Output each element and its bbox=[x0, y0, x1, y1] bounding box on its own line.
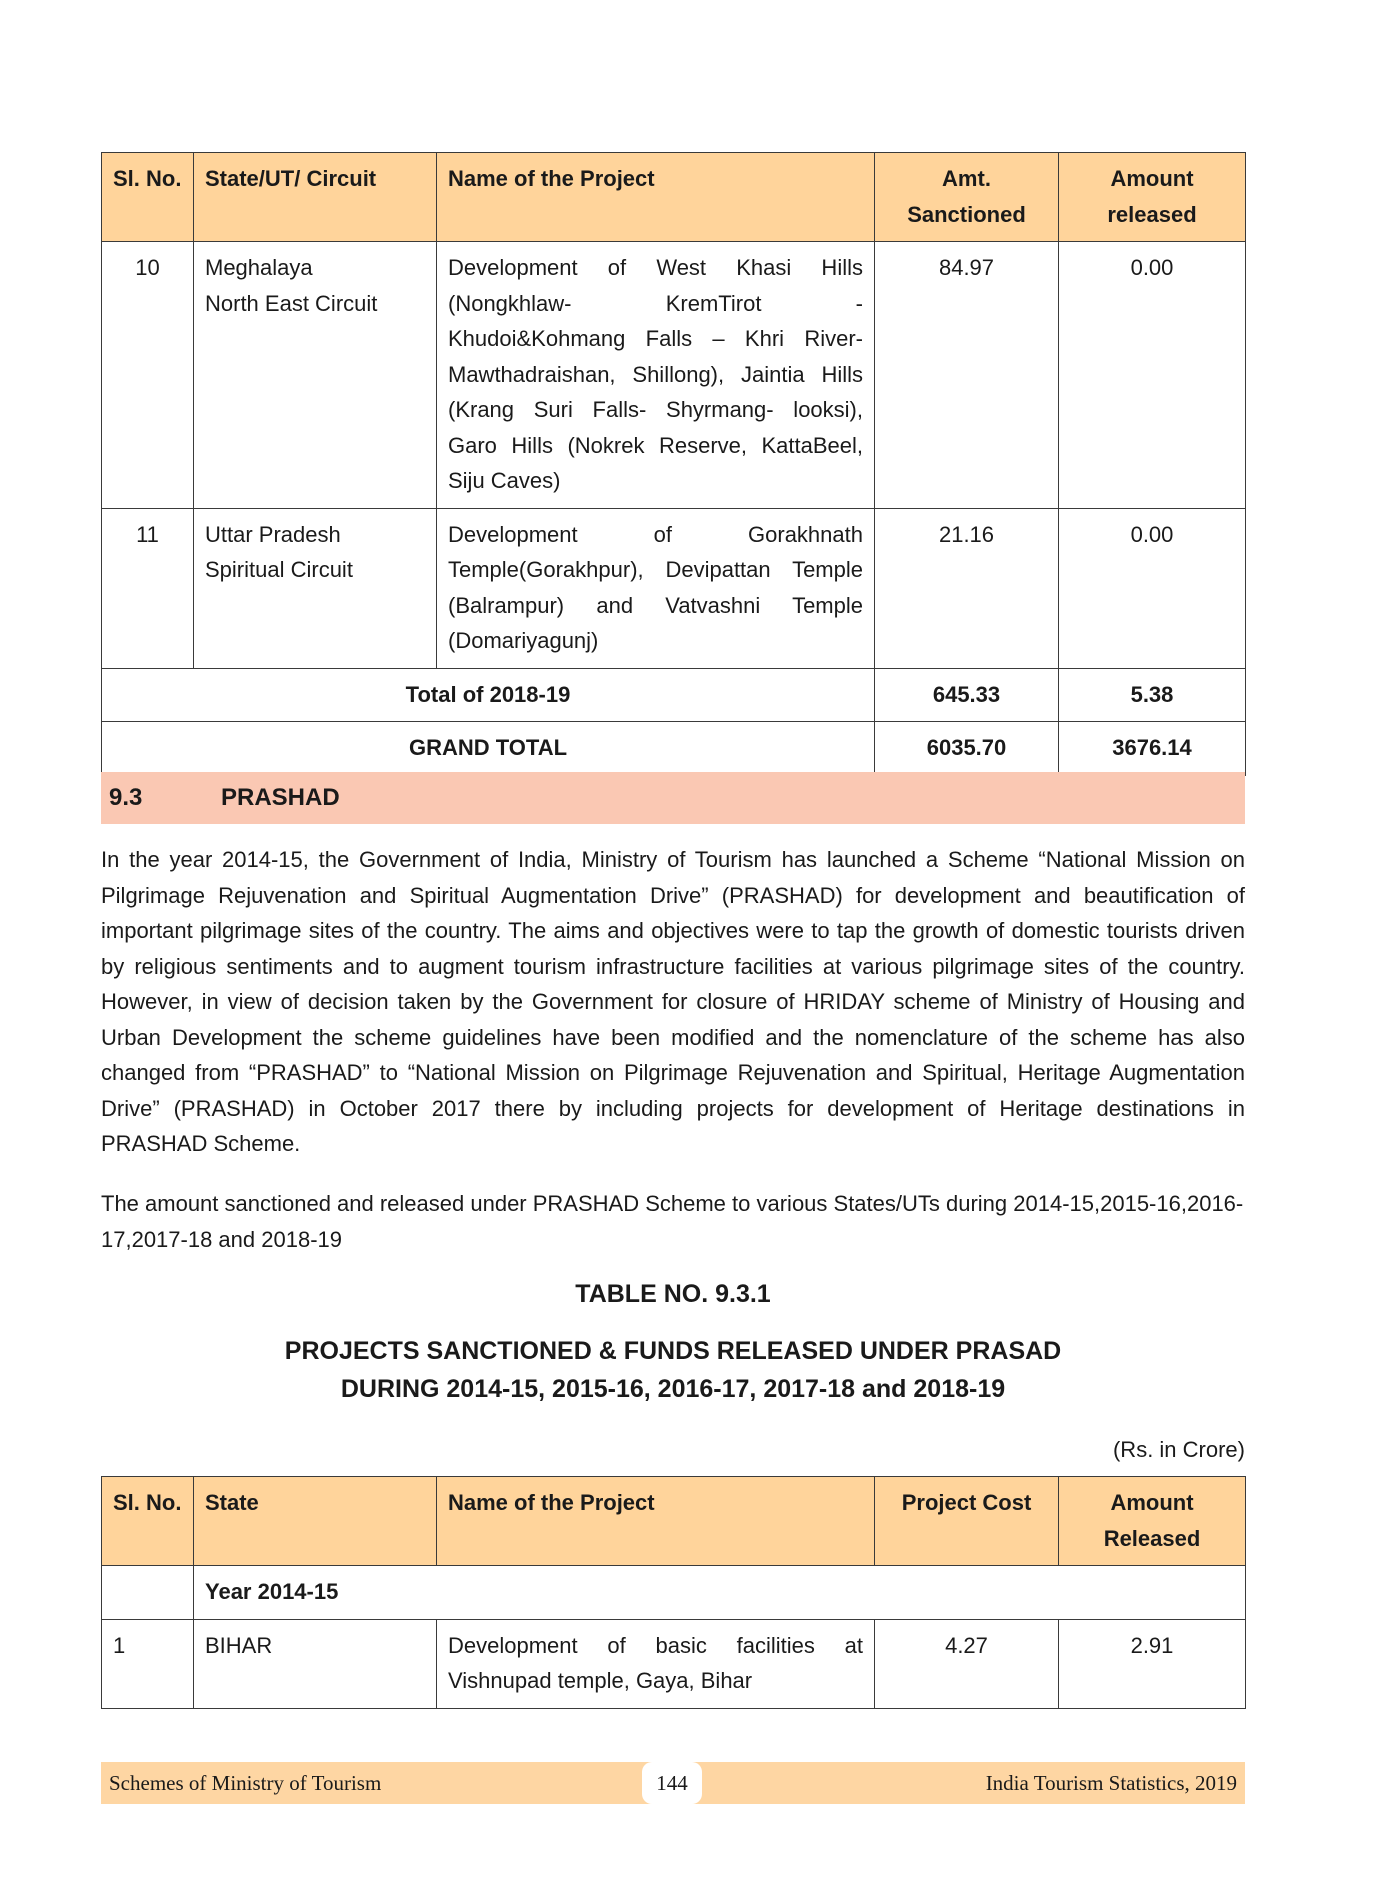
page-number: 144 bbox=[642, 1762, 702, 1804]
sanctioned-projects-table bbox=[101, 152, 1246, 776]
table-header-row bbox=[102, 153, 1246, 242]
total-label: Total of 2018-19 bbox=[102, 668, 875, 722]
grand-total-amount-released: 3676.14 bbox=[1059, 722, 1246, 776]
footer-right-text: India Tourism Statistics, 2019 bbox=[985, 1771, 1237, 1795]
header-amt-sanctioned: Amt. Sanctioned bbox=[875, 153, 1059, 242]
table-header-row bbox=[102, 1477, 1246, 1566]
state-name: Meghalaya bbox=[205, 255, 313, 280]
total-amt-sanctioned: 645.33 bbox=[875, 668, 1059, 722]
cell-sl-no: 1 bbox=[102, 1619, 194, 1708]
table-number: TABLE NO. 9.3.1 bbox=[575, 1280, 771, 1308]
header-state-circuit: State/UT/ Circuit bbox=[194, 153, 437, 242]
page-footer bbox=[101, 1762, 1245, 1804]
paragraph-summary: The amount sanctioned and released under PRASHAD Scheme to various States/UTs during 2014-15,2015-16,2016-17,2017-18 and 2018-19 bbox=[101, 1191, 1244, 1252]
cell-state bbox=[194, 242, 437, 509]
grand-total-row bbox=[102, 722, 1246, 776]
total-amount-released: 5.38 bbox=[1059, 668, 1246, 722]
cell-sl-no: 11 bbox=[102, 508, 194, 668]
header-sl-no: Sl. No. bbox=[102, 1477, 194, 1566]
circuit-name: Spiritual Circuit bbox=[205, 557, 353, 582]
cell-amount-released: 2.91 bbox=[1059, 1619, 1246, 1708]
table-row bbox=[102, 1619, 1246, 1708]
state-name: Uttar Pradesh bbox=[205, 521, 341, 547]
cell-state: BIHAR bbox=[194, 1619, 437, 1708]
section-title: PRASHAD bbox=[221, 784, 340, 811]
header-project-name: Name of the Project bbox=[437, 153, 875, 242]
header-project-name: Name of the Project bbox=[437, 1477, 875, 1566]
cell-project-cost: 4.27 bbox=[875, 1619, 1059, 1708]
paragraph-intro: In the year 2014-15, the Government of India, Ministry of Tourism has launched a Scheme “National Mission on Pilgrimage Rejuvenation and Spiritual Augmentation Drive” (PRASHAD) for development and beautification of important pilgrimage sites of the country. The aims and objectives were to tap the growth of domestic tourists driven by religious sentiments and to augment tourism infrastructure facilities at various pilgrimage sites of the country. However, in view of decision taken by the Government for closure of HRIDAY scheme of Ministry of Housing and Urban Development the scheme guidelines have been modified and the nomenclature of the scheme has also changed from “PRASHAD” to “National Mission on Pilgrimage Rejuvenation and Spiritual, Heritage Augmentation Drive” (PRASHAD) in October 2017 there by including projects for development of Heritage destinations in PRASHAD Scheme. bbox=[101, 847, 1245, 1156]
section-heading bbox=[101, 772, 1245, 824]
section-number: 9.3 bbox=[109, 784, 143, 811]
cell-amt-sanctioned: 84.97 bbox=[875, 242, 1059, 509]
year-label: Year 2014-15 bbox=[194, 1566, 1246, 1620]
table-title-line1: PROJECTS SANCTIONED & FUNDS RELEASED UNDER PRASAD bbox=[284, 1337, 1062, 1365]
header-state: State bbox=[194, 1477, 437, 1566]
table-row bbox=[102, 242, 1246, 509]
header-amount-released: Amount released bbox=[1059, 153, 1246, 242]
circuit-name: North East Circuit bbox=[205, 290, 378, 316]
cell-amount-released: 0.00 bbox=[1059, 508, 1246, 668]
empty-cell bbox=[102, 1566, 194, 1620]
prasad-projects-table bbox=[101, 1476, 1246, 1709]
header-project-cost: Project Cost bbox=[875, 1477, 1059, 1566]
cell-project: Development of West Khasi Hills (Nongkhlaw- KremTirot - Khudoi&Kohmang Falls – Khri River- Mawthadraishan, Shillong), Jaintia Hills (Krang Suri Falls- Shyrmang- looksi), Garo Hills (Nokrek Reserve, KattaBeel, Siju Caves) bbox=[437, 242, 875, 509]
year-row bbox=[102, 1566, 1246, 1620]
grand-total-amt-sanctioned: 6035.70 bbox=[875, 722, 1059, 776]
grand-total-label: GRAND TOTAL bbox=[102, 722, 875, 776]
cell-project: Development of basic facilities at Vishnupad temple, Gaya, Bihar bbox=[437, 1619, 875, 1708]
header-amount-released: Amount Released bbox=[1059, 1477, 1246, 1566]
cell-state bbox=[194, 508, 437, 668]
table-row bbox=[102, 508, 1246, 668]
table-title-line2: DURING 2014-15, 2015-16, 2016-17, 2017-18 and 2018-19 bbox=[340, 1375, 1006, 1403]
cell-amount-released: 0.00 bbox=[1059, 242, 1246, 509]
header-sl-no: Sl. No. bbox=[102, 153, 194, 242]
footer-left-text: Schemes of Ministry of Tourism bbox=[109, 1771, 382, 1795]
cell-project: Development of Gorakhnath Temple(Gorakhpur), Devipattan Temple (Balrampur) and Vatvashni Temple (Domariyagunj) bbox=[437, 508, 875, 668]
total-row bbox=[102, 668, 1246, 722]
cell-sl-no: 10 bbox=[102, 242, 194, 509]
unit-note: (Rs. in Crore) bbox=[1112, 1437, 1245, 1462]
cell-amt-sanctioned: 21.16 bbox=[875, 508, 1059, 668]
